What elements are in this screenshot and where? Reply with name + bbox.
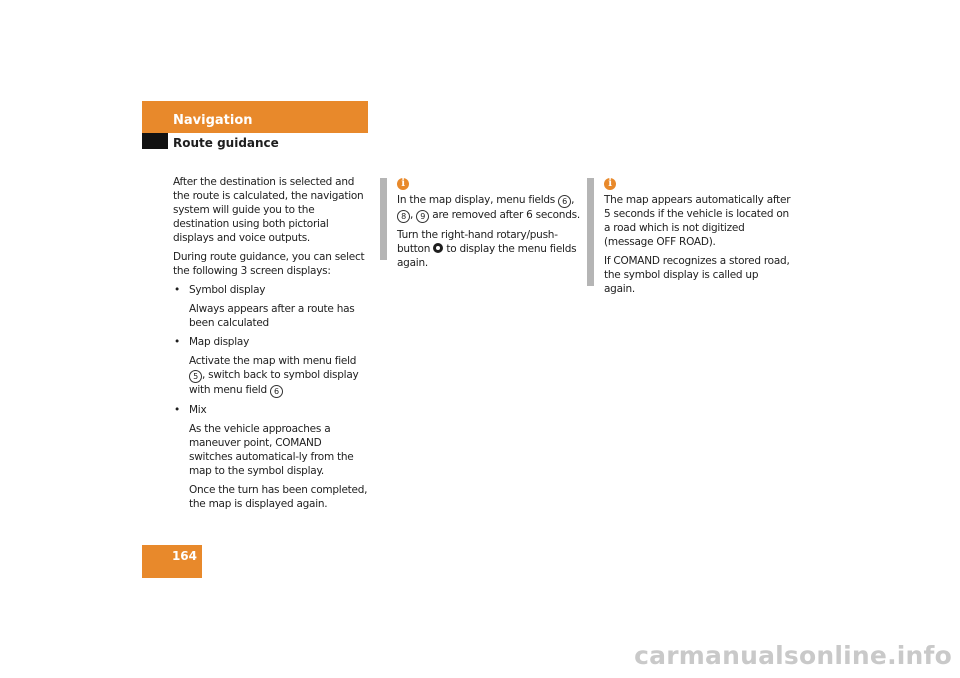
list-item-title: Mix xyxy=(189,404,207,416)
info-icon: i xyxy=(604,178,616,190)
info-text: In the map display, menu fields xyxy=(397,194,555,206)
menu-field-ref: 6 xyxy=(270,385,283,398)
list-item-description: Once the turn has been completed, the map is displayed again. xyxy=(189,484,368,510)
page-number-box xyxy=(142,545,202,578)
info-box xyxy=(587,178,794,295)
subsection-title: Route guidance xyxy=(173,136,279,150)
list-item xyxy=(173,335,368,349)
menu-field-ref: 6 xyxy=(558,195,571,208)
lead-paragraph: During route guidance, you can select the following 3 screen displays: xyxy=(173,251,365,277)
desc-text: , switch back to symbol display with menu field xyxy=(189,369,359,396)
list-item xyxy=(173,403,368,417)
rotary-button-icon xyxy=(433,243,443,253)
menu-field-ref: 8 xyxy=(397,210,410,223)
info-text: are removed after 6 seconds. xyxy=(432,209,580,221)
info-box xyxy=(380,178,587,269)
info-paragraph: If COMAND recognizes a stored road, the symbol display is called up again. xyxy=(604,255,790,295)
watermark: carmanualsonline.info xyxy=(634,641,952,670)
info-icon: i xyxy=(397,178,409,190)
info-text: to display the menu fields again. xyxy=(397,243,577,269)
info-text: Turn the right-hand rotary/push-button xyxy=(397,229,558,255)
info-paragraph: The map appears automatically after 5 seconds if the vehicle is located on a road which is not digitized (message OFF ROAD). xyxy=(604,194,791,248)
list-item-description: Always appears after a route has been calculated xyxy=(189,303,355,329)
info-paragraph xyxy=(397,228,585,270)
menu-field-ref: 5 xyxy=(189,370,202,383)
list-item-title: Map display xyxy=(189,336,250,348)
list-item xyxy=(173,283,368,297)
desc-text: Activate the map with menu field xyxy=(189,355,357,367)
subsection-marker xyxy=(142,133,168,149)
list-item-description xyxy=(173,354,368,398)
menu-field-ref: 9 xyxy=(416,210,429,223)
list-item-description: As the vehicle approaches a maneuver point, COMAND switches automatical-ly from the map to the symbol display. xyxy=(189,423,354,477)
info-paragraph: In the map display, menu fields 6 , 8 , 9 are removed after 6 seconds. xyxy=(397,194,580,221)
bullet-icon: • xyxy=(174,284,180,296)
bullet-icon: • xyxy=(174,404,180,416)
page-number: 164 xyxy=(171,549,197,563)
section-header-bar xyxy=(142,101,368,133)
bullet-icon: • xyxy=(174,336,180,348)
list-item-title: Symbol display xyxy=(189,284,266,296)
section-title: Navigation xyxy=(173,113,253,128)
intro-paragraph: After the destination is selected and the route is calculated, the navigation system will guide you to the destination using both pictorial displays and voice outputs. xyxy=(173,176,364,244)
main-column xyxy=(173,175,368,516)
